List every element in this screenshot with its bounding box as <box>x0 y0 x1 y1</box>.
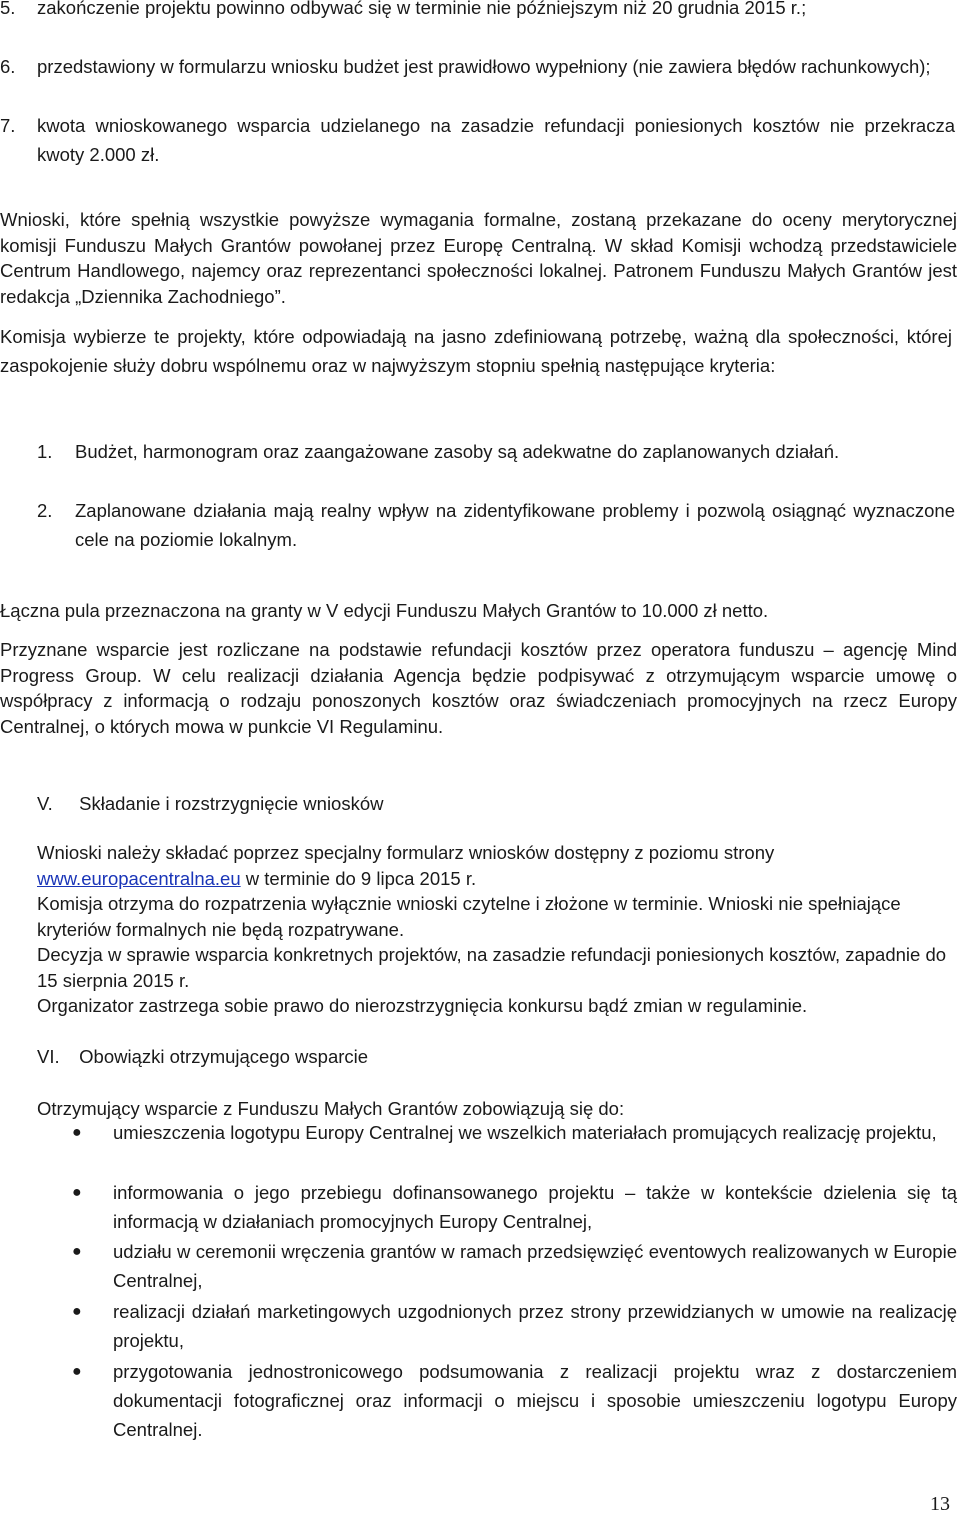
list-number: 7. <box>0 115 16 136</box>
list-item <box>0 52 955 81</box>
submission-text: Wnioski należy składać poprzez specjalny formularz wniosków dostępny z poziomu strony <box>37 842 775 863</box>
bullet-icon: ● <box>72 1184 82 1201</box>
section-title: Składanie i rozstrzygnięcie wniosków <box>79 793 384 814</box>
bullet-icon: ● <box>72 1363 82 1380</box>
bullet-icon: ● <box>72 1124 82 1141</box>
section-v-body <box>37 840 957 1019</box>
section-number: V. <box>37 793 53 814</box>
criteria-item <box>37 437 955 466</box>
paragraph-komisja-text: Komisja wybierze te projekty, które odpowiadają na jasno zdefiniowaną potrzebę, ważną dla społeczności, której zaspokojenie służy dobru wspólnemu oraz w najwyższym stopniu spełnią następujące kryteria: <box>0 326 952 376</box>
bullet-icon: ● <box>72 1243 82 1260</box>
website-link[interactable]: www.europacentralna.eu <box>37 867 241 889</box>
page-number: 13 <box>930 1493 950 1515</box>
bullet-text: przygotowania jednostronicowego podsumowania z realizacji projektu wraz z dostarczeniem dokumentacji fotograficznej oraz informacji o miejscu i sposobie umieszczeniu logotypu Europy Centralnej. <box>113 1361 957 1440</box>
bullet-text: informowania o jego przebiegu dofinansowanego projektu – także w kontekście dzielenia się tą informacją w działaniach promocyjnych Europy Centralnej, <box>113 1182 957 1232</box>
section-number: VI. <box>37 1046 60 1067</box>
section-v-line4: Organizator zastrzega sobie prawo do nierozstrzygnięcia konkursu bądź zmian w regulaminie. <box>37 995 808 1016</box>
criteria-text: Zaplanowane działania mają realny wpływ na zidentyfikowane problemy i pozwolą osiągnąć wyznaczone cele na poziomie lokalnym. <box>75 500 955 550</box>
criteria-number: 1. <box>37 441 53 462</box>
section-v-heading <box>37 789 384 818</box>
section-v-line1 <box>37 840 957 891</box>
list-item <box>0 0 955 22</box>
section-vi-heading <box>37 1042 368 1071</box>
list-number: 5. <box>0 0 16 18</box>
list-text: zakończenie projektu powinno odbywać się w terminie nie późniejszym niż 20 grudnia 2015 r.; <box>37 0 807 18</box>
section-title: Obowiązki otrzymującego wsparcie <box>79 1046 369 1067</box>
bullet-item <box>72 1297 957 1355</box>
section-v-line2: Komisja otrzyma do rozpatrzenia wyłącznie wnioski czytelne i złożone w terminie. Wnioski nie spełniające kryteriów formalnych nie będą rozpatrywane. <box>37 893 901 940</box>
bullet-icon: ● <box>72 1303 82 1320</box>
section-v-line3: Decyzja w sprawie wsparcia konkretnych projektów, na zasadzie refundacji poniesionych kosztów, zapadnie do 15 sierpnia 2015 r. <box>37 944 947 991</box>
bullet-item <box>72 1118 957 1147</box>
bullet-item <box>72 1237 957 1295</box>
criteria-text: Budżet, harmonogram oraz zaangażowane zasoby są adekwatne do zaplanowanych działań. <box>75 441 840 462</box>
bullet-item <box>72 1357 957 1444</box>
list-text: kwota wnioskowanego wsparcia udzielanego na zasadzie refundacji poniesionych kosztów nie przekracza kwoty 2.000 zł. <box>37 115 955 165</box>
list-number: 6. <box>0 56 16 77</box>
list-item <box>0 111 955 169</box>
paragraph-komisja <box>0 322 952 380</box>
bullet-text: umieszczenia logotypu Europy Centralnej we wszelkich materiałach promujących realizację projektu, <box>113 1122 937 1143</box>
deadline-text: w terminie do 9 lipca 2015 r. <box>240 867 477 889</box>
bullet-item <box>72 1178 957 1236</box>
list-text: przedstawiony w formularzu wniosku budżet jest prawidłowo wypełniony (nie zawiera błędów rachunkowych); <box>37 56 931 77</box>
paragraph-wsparcie: Przyznane wsparcie jest rozliczane na podstawie refundacji kosztów przez operatora funduszu – agencję Mind Progress Group. W celu realizacji działania Agencja będzie podpisywać z otrzymującym wsparcie umowę o współpracy z informacją o rodzaju ponoszonych kosztów oraz świadczeniach promocyjnych na rzecz Europy Centralnej, o których mowa w punkcie VI Regulaminu. <box>0 639 957 737</box>
bullet-text: udziału w ceremonii wręczenia grantów w ramach przedsięwzięć eventowych realizowanych w Europie Centralnej, <box>113 1241 957 1291</box>
paragraph-wnioski: Wnioski, które spełnią wszystkie powyższe wymagania formalne, zostaną przekazane do oceny merytorycznej komisji Funduszu Małych Grantów powołanej przez Europę Centralną. W skład Komisji wchodzą przedstawiciele Centrum Handlowego, najemcy oraz reprezentanci społeczności lokalnej. Patronem Funduszu Małych Grantów jest redakcja „Dziennika Zachodniego”. <box>0 209 957 307</box>
criteria-item <box>37 496 955 554</box>
bullet-text: realizacji działań marketingowych uzgodnionych przez strony przewidzianych w umowie na realizację projektu, <box>113 1301 957 1351</box>
criteria-number: 2. <box>37 500 53 521</box>
paragraph-pula: Łączna pula przeznaczona na granty w V edycji Funduszu Małych Grantów to 10.000 zł netto. <box>0 600 769 621</box>
section-vi-intro: Otrzymujący wsparcie z Funduszu Małych Grantów zobowiązują się do: <box>37 1098 625 1119</box>
